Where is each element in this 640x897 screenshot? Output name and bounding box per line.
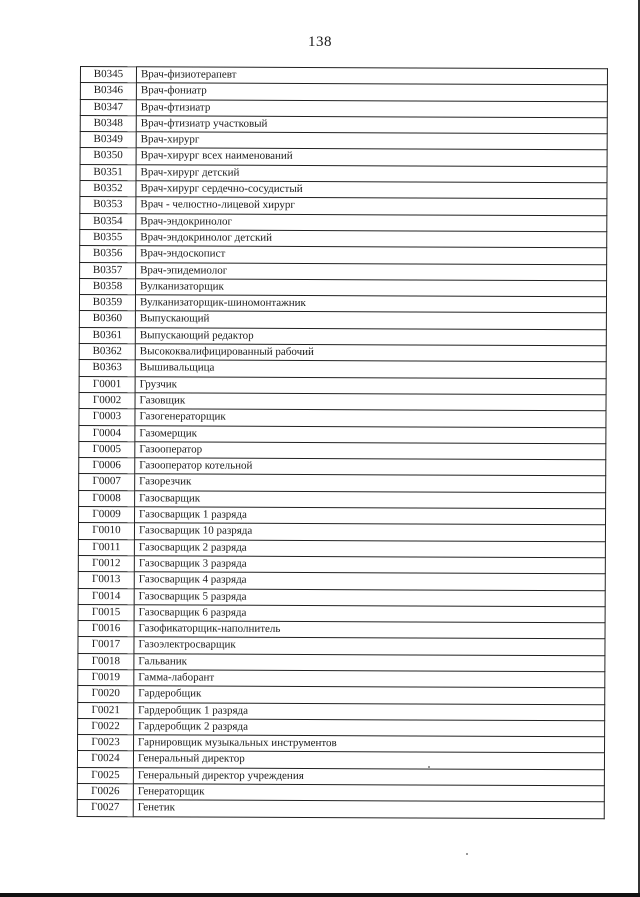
scan-speck <box>466 853 468 855</box>
row-profession-name: Выпускающий <box>135 311 606 329</box>
row-profession-name: Газомерщик <box>135 425 606 443</box>
row-profession-name: Газосварщик 5 разряда <box>134 588 605 606</box>
table-row <box>78 653 605 672</box>
row-code: Г0005 <box>79 441 135 458</box>
row-profession-name: Гарнировщик музыкальных инструментов <box>134 735 605 753</box>
row-profession-name: Врач-хирург всех наименований <box>136 148 607 166</box>
row-code: В0356 <box>80 246 136 263</box>
table-row <box>80 83 607 102</box>
row-code: В0359 <box>79 295 135 312</box>
row-code: Г0027 <box>77 800 133 817</box>
row-code: В0347 <box>80 99 136 116</box>
table-row <box>78 588 605 607</box>
row-code: Г0007 <box>79 474 135 491</box>
row-code: Г0025 <box>77 767 133 784</box>
row-code: В0348 <box>80 115 136 132</box>
table-row <box>79 441 606 460</box>
row-profession-name: Газосварщик 6 разряда <box>134 605 605 623</box>
row-profession-name: Врач-хирург детский <box>136 165 607 183</box>
scan-edge-bottom <box>0 893 640 897</box>
row-profession-name: Газосварщик 10 разряда <box>134 523 605 541</box>
row-code: Г0009 <box>79 507 135 524</box>
table-row <box>79 392 606 411</box>
row-profession-name: Генераторщик <box>133 784 604 802</box>
table-row <box>77 784 604 803</box>
row-profession-name: Газовщик <box>135 393 606 411</box>
row-code: В0352 <box>80 181 136 198</box>
row-profession-name: Газогенераторщик <box>135 409 606 427</box>
table-row <box>79 490 606 509</box>
row-code: В0361 <box>79 327 135 344</box>
table-row <box>80 229 607 248</box>
table-row <box>78 735 605 754</box>
row-profession-name: Высококвалифицированный рабочий <box>135 344 606 362</box>
row-code: Г0010 <box>78 523 134 540</box>
row-profession-name: Врач-хирург <box>136 132 607 150</box>
row-profession-name: Вышивальщица <box>135 360 606 378</box>
table-row <box>78 718 605 737</box>
row-profession-name: Газосварщик <box>135 490 606 508</box>
table-row <box>79 507 606 526</box>
row-profession-name: Гальваник <box>134 653 605 671</box>
row-code: Г0019 <box>78 669 134 686</box>
table-row <box>79 295 606 314</box>
row-code: Г0022 <box>78 718 134 735</box>
row-profession-name: Врач-эндоскопист <box>136 246 607 264</box>
table-row <box>80 115 607 134</box>
row-profession-name: Врач-эндокринолог детский <box>136 230 607 248</box>
row-code: Г0013 <box>78 572 134 589</box>
table-row <box>78 686 605 705</box>
row-code: Г0006 <box>79 458 135 475</box>
row-profession-name: Грузчик <box>135 376 606 394</box>
row-profession-name: Врач-фониатр <box>136 83 607 101</box>
row-profession-name: Газорезчик <box>135 474 606 492</box>
row-profession-name: Газоэлектросварщик <box>134 637 605 655</box>
row-profession-name: Гардеробщик 2 разряда <box>134 719 605 737</box>
row-profession-name: Газосварщик 1 разряда <box>135 507 606 525</box>
table-row <box>80 132 607 151</box>
row-profession-name: Выпускающий редактор <box>135 327 606 345</box>
row-code: Г0026 <box>77 784 133 801</box>
table-row <box>78 555 605 574</box>
row-code: Г0012 <box>78 555 134 572</box>
row-code: Г0023 <box>78 735 134 752</box>
row-profession-name: Газофикаторщик-наполнитель <box>134 621 605 639</box>
table-row <box>80 278 607 297</box>
row-code: Г0001 <box>79 376 135 393</box>
row-code: В0360 <box>79 311 135 328</box>
row-profession-name: Гардеробщик 1 разряда <box>134 702 605 720</box>
table-row <box>79 458 606 477</box>
table-row <box>77 751 604 770</box>
row-code: Г0020 <box>78 686 134 703</box>
row-profession-name: Гамма-лаборант <box>134 670 605 688</box>
table-row <box>80 164 607 183</box>
row-profession-name: Врач-физиотерапевт <box>136 67 607 85</box>
row-profession-name: Генеральный директор учреждения <box>133 768 604 786</box>
row-profession-name: Врач - челюстно-лицевой хирург <box>136 197 607 215</box>
table-row <box>80 213 607 232</box>
row-code: Г0016 <box>78 621 134 638</box>
row-code: В0349 <box>80 132 136 149</box>
table-row <box>79 344 606 363</box>
row-profession-name: Генеральный директор <box>133 751 604 769</box>
row-code: Г0011 <box>78 539 134 556</box>
row-code: Г0021 <box>78 702 134 719</box>
row-code: В0346 <box>80 83 136 100</box>
profession-codes-table <box>77 66 608 819</box>
row-profession-name: Вулканизаторщик-шиномонтажник <box>135 295 606 313</box>
table-row <box>78 572 605 591</box>
row-code: Г0017 <box>78 637 134 654</box>
row-code: Г0024 <box>77 751 133 768</box>
row-code: Г0003 <box>79 409 135 426</box>
table-row <box>80 67 607 86</box>
table-row <box>77 800 604 819</box>
row-code: Г0015 <box>78 604 134 621</box>
table-row <box>80 262 607 281</box>
row-code: Г0018 <box>78 653 134 670</box>
table-row <box>78 669 605 688</box>
table-body <box>77 67 607 819</box>
table-row <box>79 311 606 330</box>
table-row <box>78 637 605 656</box>
table-row <box>79 409 606 428</box>
row-profession-name: Врач-эпидемиолог <box>136 262 607 280</box>
table-row <box>78 621 605 640</box>
table-row <box>79 474 606 493</box>
table-row <box>77 767 604 786</box>
row-code: В0345 <box>80 67 136 84</box>
table-row <box>80 246 607 265</box>
row-code: В0363 <box>79 360 135 377</box>
table-row <box>78 523 605 542</box>
table-row <box>79 327 606 346</box>
table-row <box>80 148 607 167</box>
row-profession-name: Вулканизаторщик <box>136 279 607 297</box>
row-code: В0351 <box>80 164 136 181</box>
row-profession-name: Врач-фтизиатр <box>136 99 607 117</box>
row-profession-name: Газосварщик 2 разряда <box>134 539 605 557</box>
row-code: В0357 <box>80 262 136 279</box>
row-profession-name: Врач-хирург сердечно-сосудистый <box>136 181 607 199</box>
row-profession-name: Газооператор котельной <box>135 458 606 476</box>
table-row <box>78 702 605 721</box>
table-row <box>79 376 606 395</box>
table-row <box>79 425 606 444</box>
row-profession-name: Газосварщик 3 разряда <box>134 556 605 574</box>
table-row <box>80 181 607 200</box>
row-code: В0353 <box>80 197 136 214</box>
row-code: Г0004 <box>79 425 135 442</box>
row-profession-name: Гардеробщик <box>134 686 605 704</box>
table-row <box>78 604 605 623</box>
row-code: Г0002 <box>79 392 135 409</box>
table-row <box>80 99 607 118</box>
table-row <box>80 197 607 216</box>
page-number: 138 <box>308 34 332 50</box>
row-profession-name: Врач-эндокринолог <box>136 213 607 231</box>
row-profession-name: Генетик <box>133 800 604 818</box>
row-profession-name: Газосварщик 4 разряда <box>134 572 605 590</box>
row-code: В0362 <box>79 344 135 361</box>
scan-speck <box>428 766 430 768</box>
row-profession-name: Газооператор <box>135 442 606 460</box>
row-profession-name: Врач-фтизиатр участковый <box>136 116 607 134</box>
row-code: В0355 <box>80 229 136 246</box>
row-code: В0350 <box>80 148 136 165</box>
row-code: Г0014 <box>78 588 134 605</box>
table-row <box>78 539 605 558</box>
table-row <box>79 360 606 379</box>
row-code: В0358 <box>80 278 136 295</box>
row-code: В0354 <box>80 213 136 230</box>
row-code: Г0008 <box>79 490 135 507</box>
